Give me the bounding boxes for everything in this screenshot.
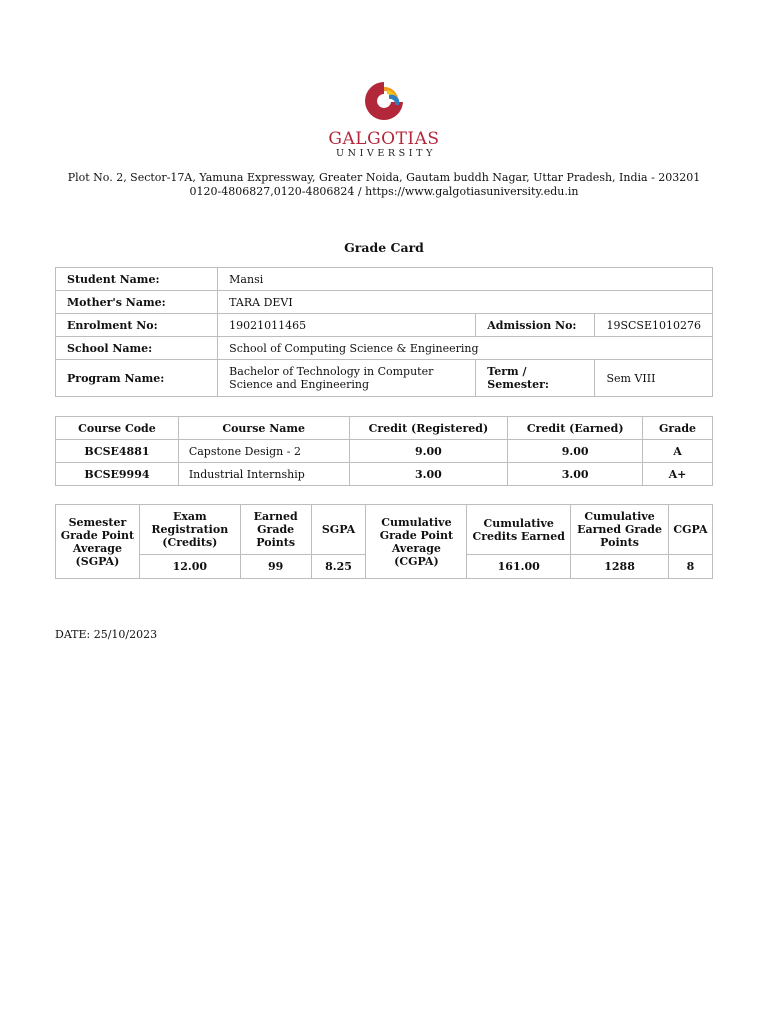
university-logo	[0, 78, 768, 159]
earned-grade-points-value: 99	[240, 555, 311, 579]
term-label: Term / Semester:	[476, 360, 595, 397]
cumulative-credits-value: 161.00	[467, 555, 571, 579]
sgpa-value: 8.25	[311, 555, 366, 579]
exam-registration-header: Exam Registration (Credits)	[139, 505, 240, 555]
term-value: Sem VIII	[595, 360, 713, 397]
address-line-1: Plot No. 2, Sector-17A, Yamuna Expressway, Greater Noida, Gautam buddh Nagar, Uttar Pradesh, India - 203201	[67, 171, 701, 184]
page-title: Grade Card	[344, 240, 424, 255]
table-row	[56, 463, 713, 486]
school-label: School Name:	[56, 337, 218, 360]
enrolment-value: 19021011465	[218, 314, 476, 337]
course-code: BCSE4881	[56, 440, 179, 463]
cgpa-header: CGPA	[668, 505, 712, 555]
credit-registered: 3.00	[349, 463, 508, 486]
school-row	[56, 337, 713, 360]
university-address	[0, 171, 768, 199]
table-row	[56, 440, 713, 463]
courses-header-row	[56, 417, 713, 440]
course-name-header: Course Name	[178, 417, 349, 440]
program-row	[56, 360, 713, 397]
student-info-table	[55, 267, 713, 397]
sgpa-header: SGPA	[311, 505, 366, 555]
summary-header-row	[56, 505, 713, 555]
issue-date: DATE: 25/10/2023	[55, 628, 158, 641]
cumulative-grade-points-value: 1288	[571, 555, 669, 579]
student-name-value: Mansi	[218, 268, 713, 291]
credit-registered: 9.00	[349, 440, 508, 463]
admission-value: 19SCSE1010276	[595, 314, 713, 337]
credit-earned: 3.00	[508, 463, 643, 486]
course-grade: A	[643, 440, 713, 463]
mother-name-label: Mother's Name:	[56, 291, 218, 314]
university-subtitle: UNIVERSITY	[336, 148, 436, 159]
credit-earned-header: Credit (Earned)	[508, 417, 643, 440]
student-name-label: Student Name:	[56, 268, 218, 291]
grade-header: Grade	[643, 417, 713, 440]
exam-registration-value: 12.00	[139, 555, 240, 579]
course-name: Capstone Design - 2	[178, 440, 349, 463]
credit-registered-header: Credit (Registered)	[349, 417, 508, 440]
student-name-row	[56, 268, 713, 291]
cgpa-value: 8	[668, 555, 712, 579]
galgotias-logo-icon	[361, 78, 407, 124]
cumulative-credits-header: Cumulative Credits Earned	[467, 505, 571, 555]
university-name: GALGOTIAS	[328, 129, 440, 149]
address-line-2: 0120-4806827,0120-4806824 / https://www.galgotiasuniversity.edu.in	[189, 185, 579, 198]
mother-name-row	[56, 291, 713, 314]
mother-name-value: TARA DEVI	[218, 291, 713, 314]
program-label: Program Name:	[56, 360, 218, 397]
enrolment-row	[56, 314, 713, 337]
course-grade: A+	[643, 463, 713, 486]
sgpa-full-header: Semester Grade Point Average (SGPA)	[56, 505, 140, 579]
cgpa-full-header: Cumulative Grade Point Average (CGPA)	[366, 505, 467, 579]
course-name: Industrial Internship	[178, 463, 349, 486]
course-code: BCSE9994	[56, 463, 179, 486]
admission-label: Admission No:	[476, 314, 595, 337]
grade-summary-table	[55, 504, 713, 579]
earned-grade-points-header: Earned Grade Points	[240, 505, 311, 555]
cumulative-grade-points-header: Cumulative Earned Grade Points	[571, 505, 669, 555]
course-code-header: Course Code	[56, 417, 179, 440]
credit-earned: 9.00	[508, 440, 643, 463]
enrolment-label: Enrolment No:	[56, 314, 218, 337]
courses-table	[55, 416, 713, 486]
program-value: Bachelor of Technology in Computer Science and Engineering	[218, 360, 476, 397]
school-value: School of Computing Science & Engineering	[218, 337, 713, 360]
